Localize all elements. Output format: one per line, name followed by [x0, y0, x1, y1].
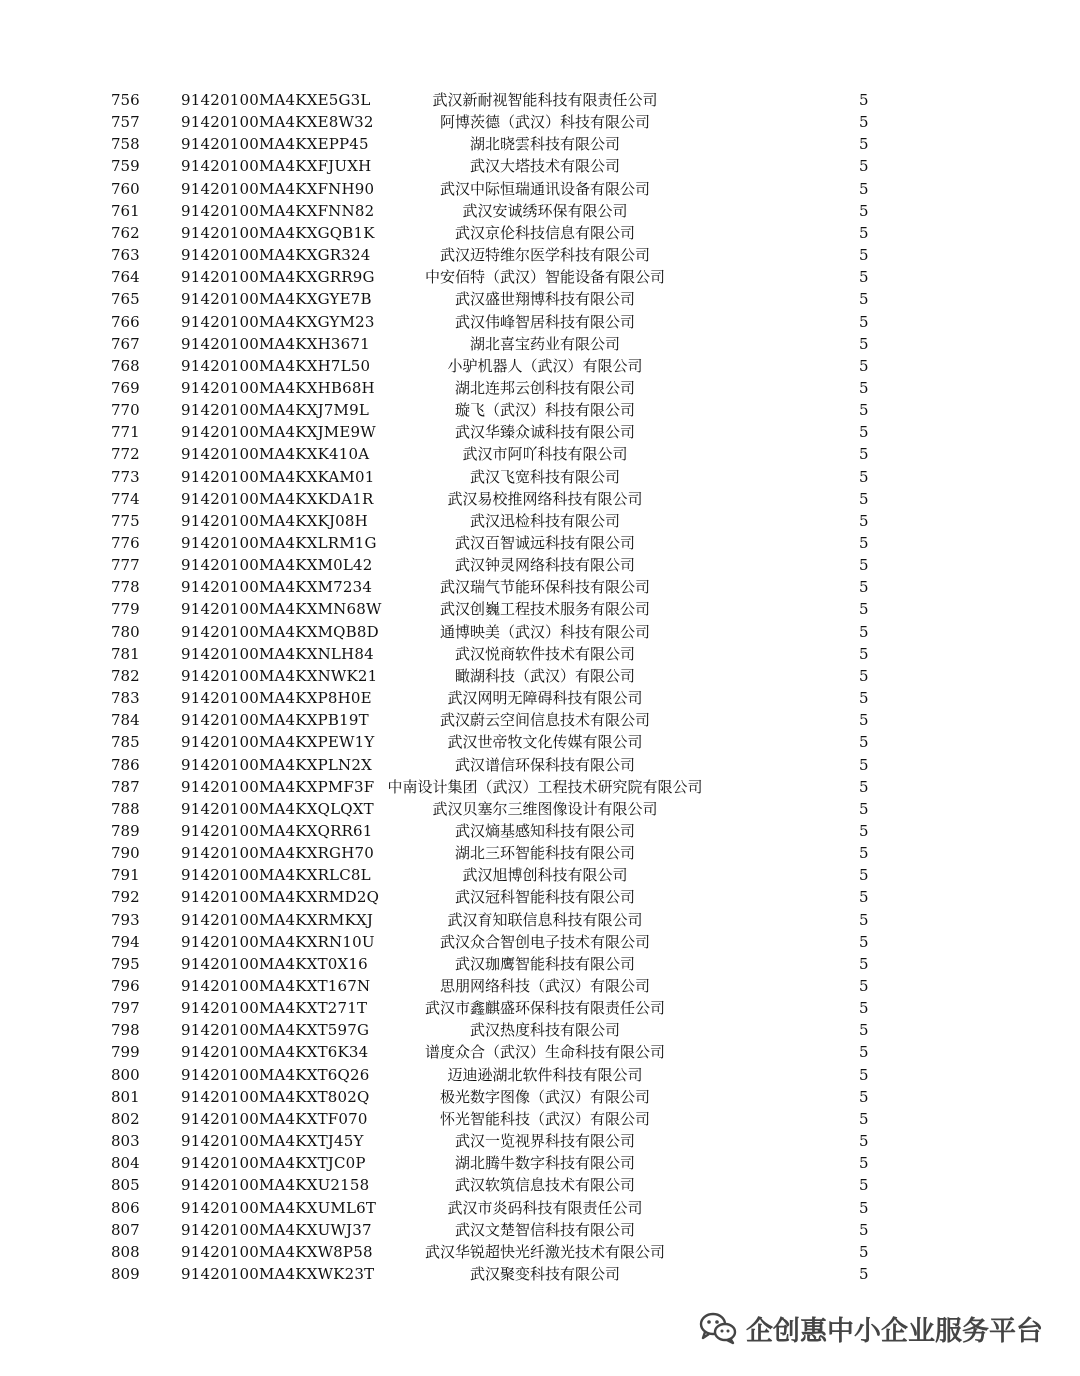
- row-number: 779: [111, 600, 140, 619]
- row-number: 764: [111, 268, 140, 287]
- score: 5: [859, 378, 869, 397]
- watermark-text: 企创惠中小企业服务平台: [746, 1315, 1043, 1347]
- credit-code: 91420100MA4KXT0X16: [181, 954, 368, 973]
- row-number: 769: [111, 378, 140, 397]
- company-name: 武汉悦商软件技术有限公司: [454, 644, 636, 663]
- score: 5: [859, 999, 869, 1018]
- score: 5: [859, 268, 869, 287]
- table-row: [0, 1041, 1080, 1063]
- table-row: [0, 133, 1080, 155]
- row-number: 758: [111, 135, 140, 154]
- company-name: 武汉热度科技有限公司: [469, 1021, 621, 1040]
- table-row: [0, 111, 1080, 133]
- company-name: 中南设计集团（武汉）工程技术研究院有限公司: [387, 777, 703, 796]
- row-number: 783: [111, 689, 140, 708]
- credit-code: 91420100MA4KXRMKXJ: [181, 910, 374, 929]
- score: 5: [859, 1264, 869, 1283]
- score: 5: [859, 246, 869, 265]
- score: 5: [859, 1154, 869, 1173]
- score: 5: [859, 467, 869, 486]
- row-number: 808: [111, 1242, 140, 1261]
- row-number: 767: [111, 334, 140, 353]
- credit-code: 91420100MA4KXRLC8L: [181, 866, 371, 885]
- company-name: 武汉盛世翔博科技有限公司: [454, 290, 636, 309]
- company-name: 极光数字图像（武汉）有限公司: [439, 1087, 651, 1106]
- credit-code: 91420100MA4KXPMF3F: [181, 777, 375, 796]
- credit-code: 91420100MA4KXT271T: [181, 999, 368, 1018]
- credit-code: 91420100MA4KXM7234: [181, 578, 373, 597]
- company-name: 武汉聚变科技有限公司: [469, 1264, 621, 1283]
- credit-code: 91420100MA4KXHB68H: [181, 378, 375, 397]
- score: 5: [859, 888, 869, 907]
- watermark: [698, 1306, 1043, 1350]
- row-number: 787: [111, 777, 140, 796]
- score: 5: [859, 821, 869, 840]
- company-name: 阿博茨德（武汉）科技有限公司: [439, 113, 651, 132]
- credit-code: 91420100MA4KXE5G3L: [181, 91, 371, 109]
- score: 5: [859, 622, 869, 641]
- table-row: [0, 1174, 1080, 1196]
- row-number: 784: [111, 711, 140, 730]
- score: 5: [859, 600, 869, 619]
- score: 5: [859, 290, 869, 309]
- credit-code: 91420100MA4KXT6Q26: [181, 1065, 370, 1084]
- credit-code: 91420100MA4KXLRM1G: [181, 534, 377, 552]
- row-number: 796: [111, 977, 140, 995]
- company-name: 璇飞（武汉）科技有限公司: [454, 401, 636, 420]
- table-row: [0, 776, 1080, 798]
- table-row: [0, 953, 1080, 975]
- credit-code: 91420100MA4KXKAM01: [181, 467, 375, 486]
- score: 5: [859, 1021, 869, 1040]
- row-number: 809: [111, 1264, 140, 1283]
- credit-code: 91420100MA4KXRGH70: [181, 844, 375, 863]
- row-number: 804: [111, 1154, 140, 1173]
- company-name: 武汉旭博创科技有限公司: [462, 866, 628, 885]
- row-number: 802: [111, 1109, 140, 1128]
- table-row: [0, 532, 1080, 554]
- score: 5: [859, 689, 869, 708]
- row-number: 799: [111, 1043, 140, 1062]
- company-name: 武汉创巍工程技术服务有限公司: [439, 600, 651, 619]
- table-row: [0, 820, 1080, 842]
- row-number: 785: [111, 733, 140, 752]
- row-number: 792: [111, 888, 140, 907]
- wechat-icon: [698, 1310, 738, 1346]
- score: 5: [859, 1198, 869, 1217]
- table-row: [0, 488, 1080, 510]
- company-name: 湖北腾牛数字科技有限公司: [454, 1154, 636, 1173]
- credit-code: 91420100MA4KXGYE7B: [181, 290, 372, 309]
- credit-code: 91420100MA4KXM0L42: [181, 556, 373, 575]
- table-row: [0, 377, 1080, 399]
- table-row: [0, 244, 1080, 266]
- score: 5: [859, 644, 869, 663]
- score: 5: [859, 1132, 869, 1151]
- credit-code: 91420100MA4KXT597G: [181, 1021, 370, 1040]
- table-row: [0, 311, 1080, 333]
- credit-code: 91420100MA4KXEPP45: [181, 135, 369, 154]
- table-row: [0, 1197, 1080, 1219]
- score: 5: [859, 312, 869, 331]
- row-number: 807: [111, 1220, 140, 1239]
- credit-code: 91420100MA4KXH3671: [181, 334, 370, 353]
- score: 5: [859, 844, 869, 863]
- table-row: [0, 200, 1080, 222]
- company-name: 武汉市阿吖科技有限公司: [462, 445, 628, 464]
- row-number: 788: [111, 799, 140, 818]
- company-name: 武汉钟灵网络科技有限公司: [454, 556, 636, 575]
- credit-code: 91420100MA4KXKJ08H: [181, 511, 368, 530]
- score: 5: [859, 534, 869, 552]
- row-number: 790: [111, 844, 140, 863]
- company-name: 武汉华锐超快光纤激光技术有限公司: [424, 1242, 666, 1261]
- row-number: 798: [111, 1021, 140, 1040]
- credit-code: 91420100MA4KXGR324: [181, 246, 371, 265]
- row-number: 782: [111, 666, 140, 685]
- credit-code: 91420100MA4KXMN68W: [181, 600, 382, 619]
- row-number: 759: [111, 157, 140, 176]
- company-name: 武汉新耐视智能科技有限责任公司: [432, 91, 658, 109]
- credit-code: 91420100MA4KXK410A: [181, 445, 370, 464]
- score: 5: [859, 113, 869, 132]
- row-number: 797: [111, 999, 140, 1018]
- table-row: [0, 466, 1080, 488]
- score: 5: [859, 1043, 869, 1062]
- score: 5: [859, 1109, 869, 1128]
- score: 5: [859, 201, 869, 220]
- company-name: 武汉贝塞尔三维图像设计有限公司: [432, 799, 658, 818]
- credit-code: 91420100MA4KXW8P58: [181, 1242, 373, 1261]
- score: 5: [859, 423, 869, 442]
- score: 5: [859, 932, 869, 951]
- table-row: [0, 155, 1080, 177]
- score: 5: [859, 954, 869, 973]
- company-name: 武汉冠科智能科技有限公司: [454, 888, 636, 907]
- company-name: 迈迪逊湖北软件科技有限公司: [447, 1065, 643, 1084]
- table-row: [0, 510, 1080, 532]
- company-name: 湖北晓雲科技有限公司: [469, 135, 621, 154]
- credit-code: 91420100MA4KXRN10U: [181, 932, 375, 951]
- table-row: [0, 421, 1080, 443]
- table-row: [0, 687, 1080, 709]
- score: 5: [859, 334, 869, 353]
- score: 5: [859, 556, 869, 575]
- table-row: [0, 1019, 1080, 1041]
- credit-code: 91420100MA4KXNLH84: [181, 644, 374, 663]
- row-number: 777: [111, 556, 140, 575]
- credit-code: 91420100MA4KXUML6T: [181, 1198, 377, 1217]
- table-row: [0, 222, 1080, 244]
- table-row: [0, 598, 1080, 620]
- row-number: 757: [111, 113, 140, 132]
- company-name: 武汉大塔技术有限公司: [469, 157, 621, 176]
- score: 5: [859, 711, 869, 730]
- credit-code: 91420100MA4KXPEW1Y: [181, 733, 375, 752]
- table-row: [0, 1219, 1080, 1241]
- row-number: 801: [111, 1087, 140, 1106]
- company-name: 武汉市炎码科技有限责任公司: [447, 1198, 643, 1217]
- score: 5: [859, 866, 869, 885]
- table-row: [0, 864, 1080, 886]
- credit-code: 91420100MA4KXFJUXH: [181, 157, 372, 176]
- table-row: [0, 731, 1080, 753]
- company-name: 中安佰特（武汉）智能设备有限公司: [424, 268, 666, 287]
- row-number: 760: [111, 179, 140, 198]
- table-row: [0, 576, 1080, 598]
- table-row: [0, 709, 1080, 731]
- score: 5: [859, 1176, 869, 1195]
- table-row: [0, 178, 1080, 200]
- score: 5: [859, 223, 869, 242]
- table-row: [0, 643, 1080, 665]
- credit-code: 91420100MA4KXE8W32: [181, 113, 374, 132]
- score: 5: [859, 401, 869, 420]
- company-name: 武汉安诚绣环保有限公司: [462, 201, 628, 220]
- company-name: 通博映美（武汉）科技有限公司: [439, 622, 651, 641]
- score: 5: [859, 1220, 869, 1239]
- credit-code: 91420100MA4KXMQB8D: [181, 622, 379, 641]
- score: 5: [859, 356, 869, 375]
- score: 5: [859, 91, 869, 109]
- credit-code: 91420100MA4KXFNN82: [181, 201, 375, 220]
- row-number: 781: [111, 644, 140, 663]
- score: 5: [859, 157, 869, 176]
- table-row: [0, 1064, 1080, 1086]
- score: 5: [859, 666, 869, 685]
- score: 5: [859, 977, 869, 995]
- company-name: 思朋网络科技（武汉）有限公司: [439, 977, 651, 995]
- score: 5: [859, 777, 869, 796]
- company-name: 武汉华臻众诚科技有限公司: [454, 423, 636, 442]
- table-row: [0, 355, 1080, 377]
- score: 5: [859, 489, 869, 508]
- credit-code: 91420100MA4KXGYM23: [181, 312, 375, 331]
- credit-code: 91420100MA4KXNWK21: [181, 666, 378, 685]
- credit-code: 91420100MA4KXQLQXT: [181, 799, 374, 818]
- table-row: [0, 798, 1080, 820]
- score: 5: [859, 1065, 869, 1084]
- credit-code: 91420100MA4KXUWJ37: [181, 1220, 372, 1239]
- company-name: 武汉珈鹰智能科技有限公司: [454, 954, 636, 973]
- table-row: [0, 975, 1080, 997]
- credit-code: 91420100MA4KXTJC0P: [181, 1154, 366, 1173]
- score: 5: [859, 511, 869, 530]
- score: 5: [859, 1242, 869, 1261]
- row-number: 768: [111, 356, 140, 375]
- company-name: 武汉市鑫麒盛环保科技有限责任公司: [424, 999, 666, 1018]
- row-number: 776: [111, 534, 140, 552]
- credit-code: 91420100MA4KXTF070: [181, 1109, 368, 1128]
- row-number: 791: [111, 866, 140, 885]
- table-row: [0, 665, 1080, 687]
- row-number: 806: [111, 1198, 140, 1217]
- credit-code: 91420100MA4KXPLN2X: [181, 755, 372, 774]
- company-name: 武汉迈特维尔医学科技有限公司: [439, 246, 651, 265]
- table-row: [0, 754, 1080, 776]
- credit-code: 91420100MA4KXGRR9G: [181, 268, 375, 287]
- credit-code: 91420100MA4KXPB19T: [181, 711, 369, 730]
- table-row: [0, 399, 1080, 421]
- company-name: 武汉软筑信息技术有限公司: [454, 1176, 636, 1195]
- credit-code: 91420100MA4KXJME9W: [181, 423, 376, 442]
- table-row: [0, 288, 1080, 310]
- table-row: [0, 443, 1080, 465]
- row-number: 763: [111, 246, 140, 265]
- row-number: 761: [111, 201, 140, 220]
- company-name: 湖北喜宝药业有限公司: [469, 334, 621, 353]
- row-number: 778: [111, 578, 140, 597]
- table-row: [0, 1130, 1080, 1152]
- credit-code: 91420100MA4KXKDA1R: [181, 489, 374, 508]
- row-number: 765: [111, 290, 140, 309]
- table-row: [0, 554, 1080, 576]
- score: 5: [859, 733, 869, 752]
- company-name: 武汉谱信环保科技有限公司: [454, 755, 636, 774]
- credit-code: 91420100MA4KXQRR61: [181, 821, 373, 840]
- company-name: 武汉百智诚远科技有限公司: [454, 534, 636, 552]
- table-row: [0, 931, 1080, 953]
- company-name: 瞰湖科技（武汉）有限公司: [454, 666, 636, 685]
- table-row: [0, 1152, 1080, 1174]
- company-name: 武汉蔚云空间信息技术有限公司: [439, 711, 651, 730]
- table-row: [0, 842, 1080, 864]
- company-name: 武汉世帝牧文化传媒有限公司: [447, 733, 643, 752]
- company-name: 武汉网明无障碍科技有限公司: [447, 689, 643, 708]
- score: 5: [859, 910, 869, 929]
- company-name: 武汉众合智创电子技术有限公司: [439, 932, 651, 951]
- row-number: 793: [111, 910, 140, 929]
- company-name: 武汉京伦科技信息有限公司: [454, 223, 636, 242]
- credit-code: 91420100MA4KXJ7M9L: [181, 401, 369, 420]
- score: 5: [859, 445, 869, 464]
- credit-code: 91420100MA4KXP8H0E: [181, 689, 372, 708]
- table-row: [0, 1108, 1080, 1130]
- score: 5: [859, 799, 869, 818]
- company-name: 武汉飞宽科技有限公司: [469, 467, 621, 486]
- row-number: 789: [111, 821, 140, 840]
- score: 5: [859, 135, 869, 154]
- row-number: 780: [111, 622, 140, 641]
- credit-code: 91420100MA4KXFNH90: [181, 179, 375, 198]
- row-number: 795: [111, 954, 140, 973]
- table-row: [0, 89, 1080, 111]
- credit-code: 91420100MA4KXGQB1K: [181, 223, 375, 242]
- table-row: [0, 909, 1080, 931]
- credit-code: 91420100MA4KXWK23T: [181, 1264, 375, 1283]
- company-name: 武汉文楚智信科技有限公司: [454, 1220, 636, 1239]
- row-number: 770: [111, 401, 140, 420]
- credit-code: 91420100MA4KXT167N: [181, 977, 371, 995]
- table-row: [0, 621, 1080, 643]
- company-name: 怀光智能科技（武汉）有限公司: [439, 1109, 651, 1128]
- row-number: 803: [111, 1132, 140, 1151]
- credit-code: 91420100MA4KXH7L50: [181, 356, 371, 375]
- company-name: 武汉瑞气节能环保科技有限公司: [439, 578, 651, 597]
- row-number: 756: [111, 91, 140, 109]
- company-name: 武汉一览视界科技有限公司: [454, 1132, 636, 1151]
- row-number: 766: [111, 312, 140, 331]
- score: 5: [859, 1087, 869, 1106]
- company-name: 谱度众合（武汉）生命科技有限公司: [424, 1043, 666, 1062]
- credit-code: 91420100MA4KXTJ45Y: [181, 1132, 364, 1151]
- company-name: 小驴机器人（武汉）有限公司: [447, 356, 643, 375]
- row-number: 800: [111, 1065, 140, 1084]
- credit-code: 91420100MA4KXRMD2Q: [181, 888, 380, 907]
- score: 5: [859, 755, 869, 774]
- row-number: 786: [111, 755, 140, 774]
- row-number: 762: [111, 223, 140, 242]
- score: 5: [859, 578, 869, 597]
- company-name: 武汉迅检科技有限公司: [469, 511, 621, 530]
- table-row: [0, 997, 1080, 1019]
- table-row: [0, 1086, 1080, 1108]
- company-name: 湖北连邦云创科技有限公司: [454, 378, 636, 397]
- row-number: 775: [111, 511, 140, 530]
- company-name: 武汉伟峰智居科技有限公司: [454, 312, 636, 331]
- row-number: 805: [111, 1176, 140, 1195]
- credit-code: 91420100MA4KXT6K34: [181, 1043, 369, 1062]
- table-row: [0, 333, 1080, 355]
- table-row: [0, 886, 1080, 908]
- company-name: 湖北三环智能科技有限公司: [454, 844, 636, 863]
- company-name: 武汉育知联信息科技有限公司: [447, 910, 643, 929]
- table-row: [0, 266, 1080, 288]
- row-number: 773: [111, 467, 140, 486]
- row-number: 774: [111, 489, 140, 508]
- table-row: [0, 1241, 1080, 1263]
- credit-code: 91420100MA4KXT802Q: [181, 1087, 370, 1106]
- credit-code: 91420100MA4KXU2158: [181, 1176, 370, 1195]
- table-row: [0, 1263, 1080, 1285]
- company-name: 武汉易校推网络科技有限公司: [447, 489, 643, 508]
- row-number: 771: [111, 423, 140, 442]
- score: 5: [859, 179, 869, 198]
- row-number: 772: [111, 445, 140, 464]
- company-name: 武汉中际恒瑞通讯设备有限公司: [439, 179, 651, 198]
- company-name: 武汉熵基感知科技有限公司: [454, 821, 636, 840]
- row-number: 794: [111, 932, 140, 951]
